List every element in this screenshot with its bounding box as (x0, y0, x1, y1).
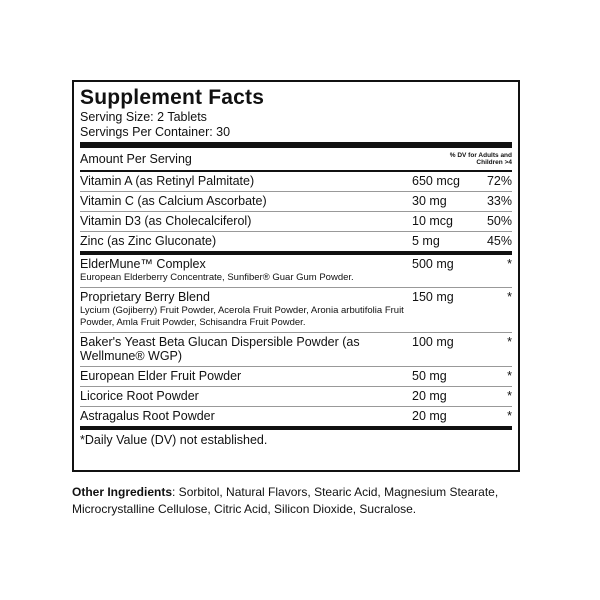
nutrient-row (80, 172, 512, 192)
nutrient-name: European Elder Fruit Powder (80, 369, 242, 383)
nutrient-subtext: European Elderberry Concentrate, Sunfiber® Guar Gum Powder. (80, 272, 354, 283)
servings-per-container: Servings Per Container: 30 (80, 125, 231, 139)
column-header (80, 148, 512, 172)
nutrient-amount: 650 mcg (412, 174, 460, 188)
vitamin-rows (80, 172, 512, 255)
nutrient-subtext: Lycium (Gojiberry) Fruit Powder, Acerola Fruit Powder, Aronia arbutifolia Fruit Powder, Amla Fruit Powder, Schisandra Fruit Powder. (80, 305, 404, 328)
nutrient-name-text: Proprietary Berry Blend (80, 290, 210, 304)
nutrient-amount: 150 mg (412, 290, 454, 304)
dv-footnote: *Daily Value (DV) not established. (80, 433, 268, 447)
nutrient-amount: 500 mg (412, 257, 454, 271)
nutrient-dv: * (507, 409, 512, 423)
nutrient-row (80, 407, 512, 430)
nutrient-row (80, 333, 512, 367)
nutrient-amount: 20 mg (412, 389, 447, 403)
nutrient-dv: 50% (486, 214, 512, 228)
serving-size: Serving Size: 2 Tablets (80, 110, 207, 124)
nutrient-dv: * (507, 369, 512, 383)
other-ingredients (72, 484, 542, 518)
amount-per-serving-label: Amount Per Serving (80, 152, 192, 166)
nutrient-name: Zinc (as Zinc Gluconate) (80, 234, 217, 248)
supplement-facts-panel (72, 80, 520, 472)
blend-rows (80, 255, 512, 430)
nutrient-row (80, 367, 512, 387)
nutrient-dv: * (507, 389, 512, 403)
panel-title: Supplement Facts (80, 86, 265, 109)
nutrient-amount: 20 mg (412, 409, 447, 423)
nutrient-row (80, 387, 512, 407)
nutrient-dv: * (507, 290, 512, 304)
other-ingredients-label: Other Ingredients (72, 485, 173, 499)
nutrient-dv: * (507, 335, 512, 349)
nutrient-amount: 10 mcg (412, 214, 453, 228)
nutrient-row (80, 232, 512, 255)
nutrient-row (80, 288, 512, 333)
nutrient-name: Vitamin C (as Calcium Ascorbate) (80, 194, 267, 208)
nutrient-name: Astragalus Root Powder (80, 409, 215, 423)
dv-header: % DV for Adults and Children >4 (449, 151, 512, 166)
nutrient-row (80, 192, 512, 212)
other-ingredients-text: : Sorbitol, Natural Flavors, Stearic Acid, Magnesium Stearate, Microcrystalline Cellulose, Citric Acid, Silicon Dioxide, Sucralose. (72, 485, 499, 516)
nutrient-dv: 45% (486, 234, 512, 248)
nutrient-dv: 33% (486, 194, 512, 208)
nutrient-amount: 100 mg (412, 335, 454, 349)
nutrient-amount: 30 mg (412, 194, 447, 208)
nutrient-name (80, 290, 412, 329)
nutrient-row (80, 255, 512, 288)
nutrient-dv: * (507, 257, 512, 271)
nutrient-name-text: ElderMune™ Complex (80, 257, 206, 271)
nutrient-name: Vitamin D3 (as Cholecalciferol) (80, 214, 252, 228)
nutrient-amount: 50 mg (412, 369, 447, 383)
nutrient-amount: 5 mg (412, 234, 440, 248)
nutrient-name: Baker's Yeast Beta Glucan Dispersible Powder (as Wellmune® WGP) (80, 335, 360, 363)
nutrient-row (80, 212, 512, 232)
nutrient-name (80, 257, 412, 284)
nutrient-dv: 72% (486, 174, 512, 188)
nutrient-name: Vitamin A (as Retinyl Palmitate) (80, 174, 255, 188)
nutrient-name: Licorice Root Powder (80, 389, 199, 403)
